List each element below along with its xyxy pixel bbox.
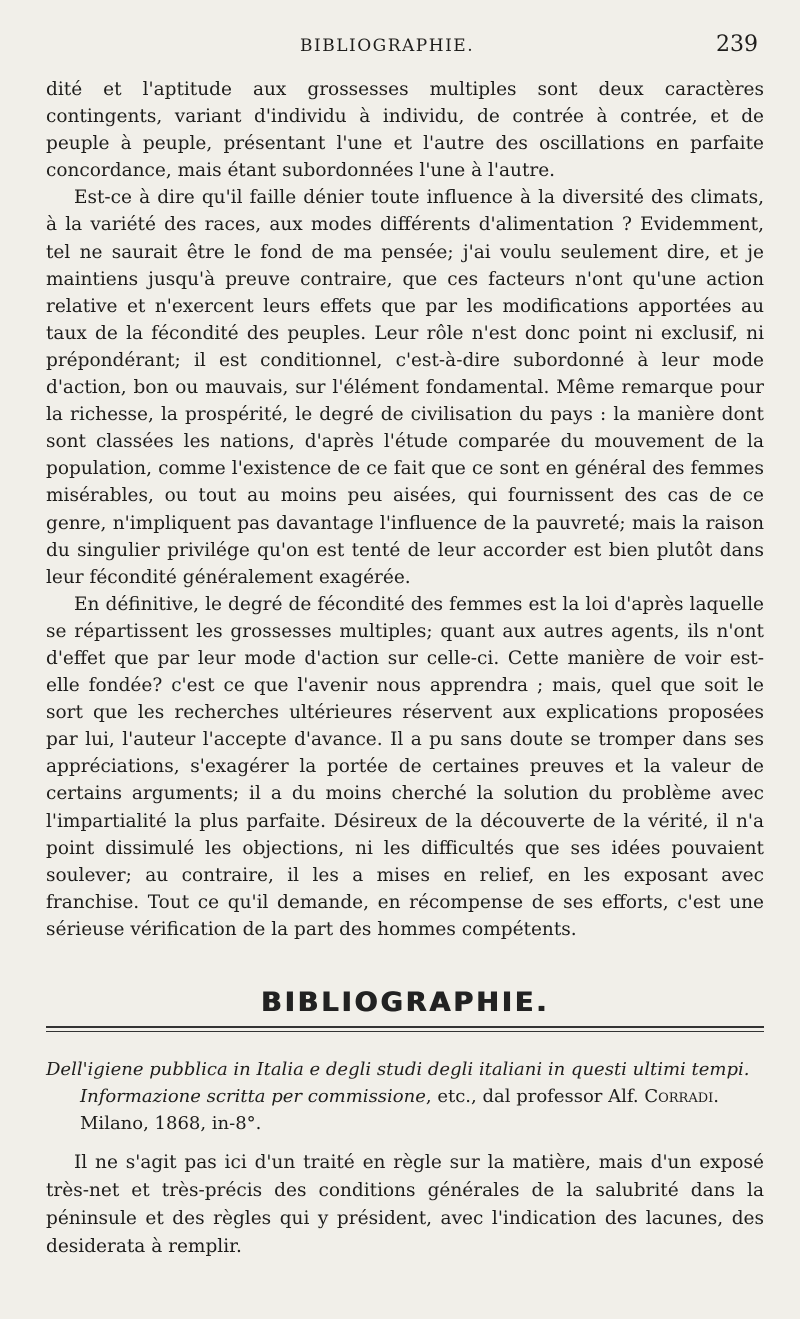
section-heading xyxy=(46,987,764,1018)
reference-title: Dell'igiene pubblica in Italia e degli studi degli italiani in questi ultimi tempi. Informazione scritta per commissione xyxy=(46,1059,750,1107)
paragraph-conclusion: En définitive, le degré de fécondité des femmes est la loi d'après laquelle se répartissent les grossesses multiples; quant aux autres agents, ils n'ont d'effet que par leur mode d'action sur celle-ci. Cette manière de voir est-elle fondée? c'est ce que l'avenir nous apprendra ; mais, quel que soit le sort que les recherches ultérieures réservent aux explications proposées par lui, l'auteur l'accepte d'avance. Il a pu sans doute se tromper dans ses appréciations, s'exagérer la portée de certaines preuves et la valeur de certains arguments; il a du moins cherché la solution du problème avec l'impartialité la plus parfaite. Désireux de la découverte de la vérité, il n'a point dissimulé les objections, ni les difficultés que ses idées pouvaient soulever; au contraire, il les a mises en relief, en les exposant avec franchise. Tout ce qu'il demande, en récompense de ses efforts, c'est une sérieuse vérification de la part des hommes compétents. xyxy=(46,593,764,940)
running-head xyxy=(46,32,764,62)
running-title: BIBLIOGRAPHIE. xyxy=(300,36,475,56)
paragraph-continuation: dité et l'aptitude aux grossesses multiples sont deux caractères contingents, variant d'individu à individu, de contrée à contrée, et de peuple à peuple, présentant l'une et l'autre des oscillations en parfaite concordance, mais étant subordonnées l'une à l'autre. xyxy=(46,79,764,182)
page-number: 239 xyxy=(716,32,758,57)
paragraph-influences: Est-ce à dire qu'il faille dénier toute influence à la diversité des climats, à la variété des races, aux modes différents d'alimentation ? Evidemment, tel ne saurait être le fond de ma pensée; j'ai voulu seulement dire, et je maintiens jusqu'à preuve contraire, que ces facteurs n'ont qu'une action relative et n'exercent leurs effets que par les modifications apportées au taux de la fécondité des peuples. Leur rôle n'est donc point ni exclusif, ni prépondérant; il est conditionnel, c'est-à-dire subordonné à leur mode d'action, bon ou mauvais, sur l'élément fondamental. Même remarque pour la richesse, la prospérité, le degré de civilisation du pays : la manière dont sont classées les nations, d'après l'étude comparée du mouvement de la population, comme l'existence de ce fait que ce sont en général des femmes misérables, ou tout au moins peu aisées, qui fournissent des cas de ce genre, n'impliquent pas davantage l'influence de la pauvreté; mais la raison du singulier privilége qu'on est tenté de leur accorder est bien plutôt dans leur fécondité généralement exagérée. xyxy=(46,187,764,588)
reference-details: , etc., dal professor Alf. xyxy=(425,1086,645,1107)
article-body xyxy=(46,76,764,943)
bibliographic-reference xyxy=(46,1056,764,1137)
review-body xyxy=(46,1149,764,1261)
section-title: BIBLIOGRAPHIE. xyxy=(260,987,550,1018)
reference-author: Corradi xyxy=(644,1086,714,1107)
double-rule xyxy=(46,1026,764,1032)
review-paragraph: Il ne s'agit pas ici d'un traité en règle sur la matière, mais d'un exposé très-net et très-précis des conditions générales de la salubrité dans la péninsule et des règles qui y président, avec l'indication des lacunes, des desiderata à remplir. xyxy=(46,1152,764,1257)
reference-imprint: . Milano, 1868, in-8°. xyxy=(80,1086,720,1134)
